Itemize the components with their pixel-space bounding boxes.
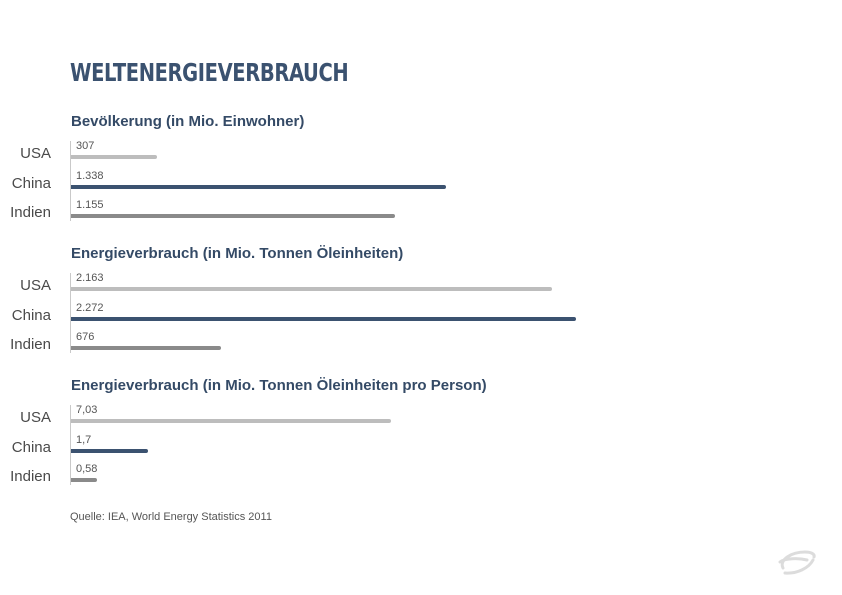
- section-title-3: Energieverbrauch (in Mio. Tonnen Öleinheiten pro Person): [71, 377, 487, 394]
- axis-line: [70, 141, 71, 221]
- data-label: 0,58: [76, 463, 98, 475]
- data-label: 1.155: [76, 199, 104, 211]
- axis-line: [70, 273, 71, 353]
- source-note: Quelle: IEA, World Energy Statistics 2011: [70, 511, 272, 523]
- category-label: USA: [20, 409, 51, 426]
- bar-china: [71, 317, 576, 321]
- bar-indien: [71, 214, 395, 218]
- page-title: WELTENERGIEVERBRAUCH: [70, 58, 349, 87]
- category-label: Indien: [10, 204, 51, 221]
- data-label: 676: [76, 331, 95, 343]
- category-label: China: [11, 439, 51, 456]
- category-label: USA: [20, 277, 51, 294]
- category-label: China: [11, 307, 51, 324]
- bar-usa: [71, 287, 552, 291]
- bar-china: [71, 185, 446, 189]
- data-label: 7,03: [76, 404, 98, 416]
- category-label: USA: [20, 145, 51, 162]
- bar-indien: [71, 478, 97, 482]
- section-title-1: Bevölkerung (in Mio. Einwohner): [71, 113, 305, 130]
- data-label: 2.163: [76, 272, 104, 284]
- data-label: 307: [76, 140, 95, 152]
- bar-usa: [71, 155, 157, 159]
- axis-line: [70, 405, 71, 485]
- energy-logo-icon: [777, 546, 817, 581]
- bar-usa: [71, 419, 391, 423]
- bar-china: [71, 449, 148, 453]
- data-label: 1.338: [76, 170, 104, 182]
- data-label: 2.272: [76, 302, 104, 314]
- category-label: China: [11, 175, 51, 192]
- category-label: Indien: [10, 336, 51, 353]
- category-label: Indien: [10, 468, 51, 485]
- data-label: 1,7: [76, 434, 92, 446]
- bar-indien: [71, 346, 221, 350]
- section-title-2: Energieverbrauch (in Mio. Tonnen Öleinheiten): [71, 245, 404, 262]
